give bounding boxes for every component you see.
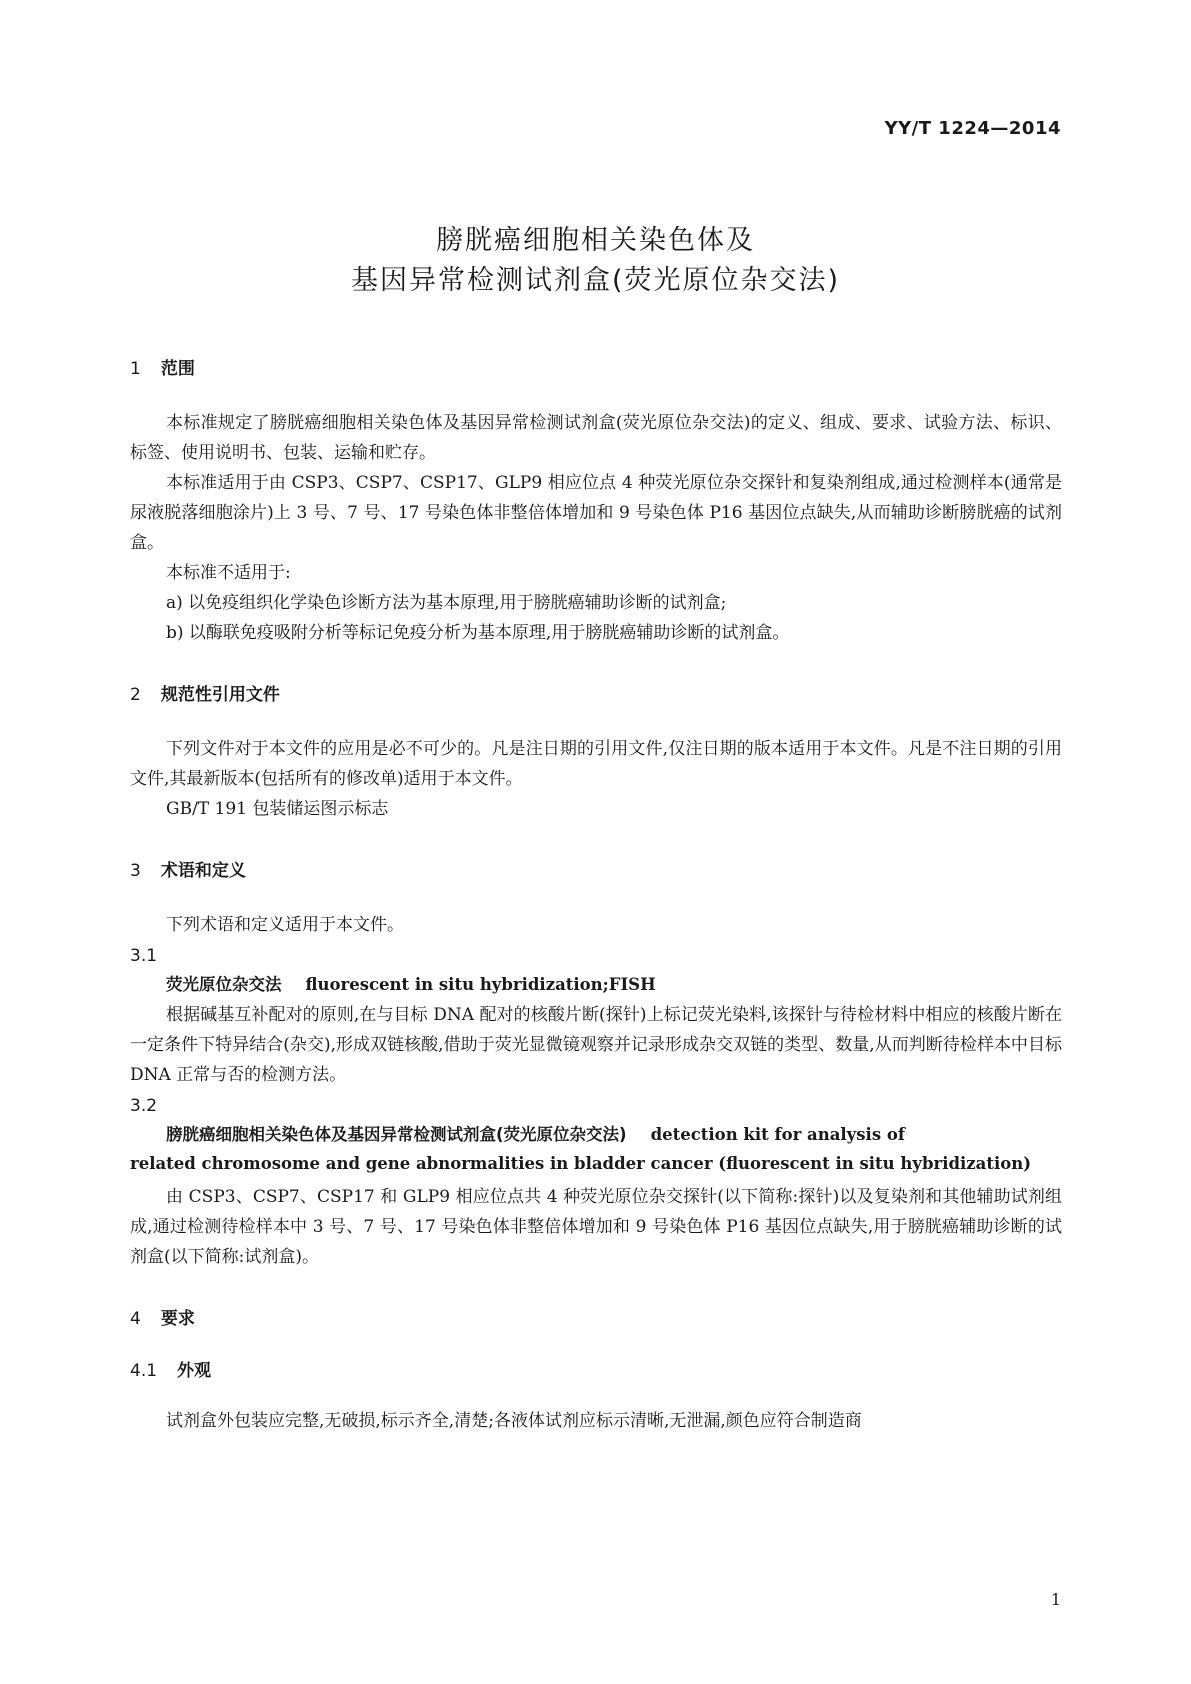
section-title: 要求 <box>160 1309 195 1329</box>
section-4-heading <box>130 1304 195 1329</box>
term-3-2-number: 3.2 <box>130 1096 158 1116</box>
section-number: 3 <box>130 861 141 881</box>
normative-reference: GB/T 191 包装储运图示标志 <box>166 799 389 819</box>
document-code: YY/T 1224—2014 <box>884 118 1061 139</box>
subsection-title: 外观 <box>177 1361 212 1381</box>
section-4-1-para-1: 试剂盒外包装应完整,无破损,标示齐全,清楚;各液体试剂应标示清晰,无泄漏,颜色应符合制造商 <box>166 1411 862 1431</box>
section-2-heading <box>130 680 280 705</box>
section-3-intro: 下列术语和定义适用于本文件。 <box>166 915 404 935</box>
term-3-1-number: 3.1 <box>130 946 158 966</box>
term-3-1-definition: 根据碱基互补配对的原则,在与目标 DNA 配对的核酸片断(探针)上标记荧光染料,该探针与待检材料中相应的核酸片断在一定条件下特异结合(杂交),形成双链核酸,借助于荧光显微镜观察并记录形成杂交双链的类型、数量,从而判断待检样本中目标 DNA 正常与否的检测方法。 <box>130 1005 1062 1085</box>
term-3-2-title <box>166 1120 1062 1150</box>
section-title: 范围 <box>160 359 195 379</box>
term-en: detection kit for analysis of <box>650 1125 905 1144</box>
term-en: fluorescent in situ hybridization;FISH <box>305 975 656 994</box>
term-cn: 膀胱癌细胞相关染色体及基因异常检测试剂盒(荧光原位杂交法) <box>166 1125 627 1144</box>
section-1-heading <box>130 354 195 379</box>
section-1-para-1: 本标准规定了膀胱癌细胞相关染色体及基因异常检测试剂盒(荧光原位杂交法)的定义、组成、要求、试验方法、标识、标签、使用说明书、包装、运输和贮存。 <box>130 413 1062 463</box>
section-title: 规范性引用文件 <box>160 685 280 705</box>
section-number: 2 <box>130 685 141 705</box>
list-item-b: b) 以酶联免疫吸附分析等标记免疫分析为基本原理,用于膀胱癌辅助诊断的试剂盒。 <box>166 623 790 643</box>
page-number: 1 <box>1050 1590 1061 1609</box>
section-title: 术语和定义 <box>160 861 246 881</box>
term-cn: 荧光原位杂交法 <box>166 975 282 994</box>
section-1-para-3: 本标准不适用于: <box>166 563 291 583</box>
subsection-4-1-heading <box>130 1356 211 1381</box>
list-item-a: a) 以免疫组织化学染色诊断方法为基本原理,用于膀胱癌辅助诊断的试剂盒; <box>166 593 727 613</box>
subsection-number: 4.1 <box>130 1361 158 1381</box>
section-1-para-2: 本标准适用于由 CSP3、CSP7、CSP17、GLP9 相应位点 4 种荧光原位杂交探针和复染剂组成,通过检测样本(通常是尿液脱落细胞涂片)上 3 号、7 号、17 号染色体非整倍体增加和 9 号染色体 P16 基因位点缺失,从而辅助诊断膀胱癌的试剂盒。 <box>130 473 1062 553</box>
section-3-heading <box>130 856 246 881</box>
section-2-para-1: 下列文件对于本文件的应用是必不可少的。凡是注日期的引用文件,仅注日期的版本适用于本文件。凡是不注日期的引用文件,其最新版本(包括所有的修改单)适用于本文件。 <box>130 739 1062 789</box>
section-number: 1 <box>130 359 141 379</box>
term-3-2-definition: 由 CSP3、CSP7、CSP17 和 GLP9 相应位点共 4 种荧光原位杂交探针(以下简称:探针)以及复染剂和其他辅助试剂组成,通过检测待检样本中 3 号、7 号、17 号染色体非整倍体增加和 9 号染色体 P16 基因位点缺失,用于膀胱癌辅助诊断的试剂盒(以下简称:试剂盒)。 <box>130 1187 1062 1267</box>
title-line-2: 基因异常检测试剂盒(荧光原位杂交法) <box>350 265 841 296</box>
title-line-1: 膀胱癌细胞相关染色体及 <box>436 225 755 256</box>
term-3-2-title-cont: related chromosome and gene abnormalities in bladder cancer (fluorescent in situ hybridization) <box>130 1154 1032 1173</box>
section-number: 4 <box>130 1309 141 1329</box>
term-3-1-title <box>166 970 1062 1000</box>
